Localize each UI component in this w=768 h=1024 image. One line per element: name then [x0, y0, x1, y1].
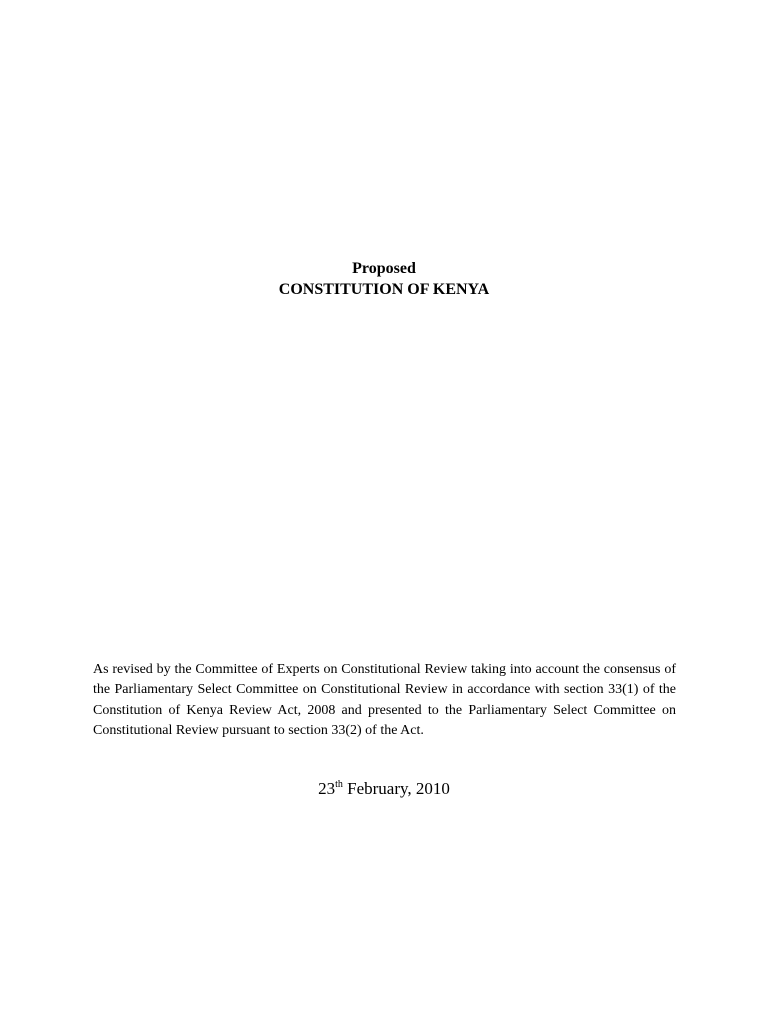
title-line-proposed: Proposed	[352, 260, 416, 277]
date-day: 23	[318, 779, 336, 798]
date-month-year: February, 2010	[342, 779, 450, 798]
revision-statement: As revised by the Committee of Experts on Constitutional Review taking into account the consensus of the Parliamentary Select Committee on Constitutional Review in accordance with section 33(1) of the Constitution of Kenya Review Act, 2008 and presented to the Parliamentary Select Committee on Constitutional Review pursuant to section 33(2) of the Act.	[93, 662, 676, 739]
title-line-constitution: CONSTITUTION OF KENYA	[278, 281, 490, 298]
date-ordinal-suffix: th	[335, 779, 343, 790]
document-title	[0, 258, 768, 300]
document-date	[0, 778, 768, 800]
